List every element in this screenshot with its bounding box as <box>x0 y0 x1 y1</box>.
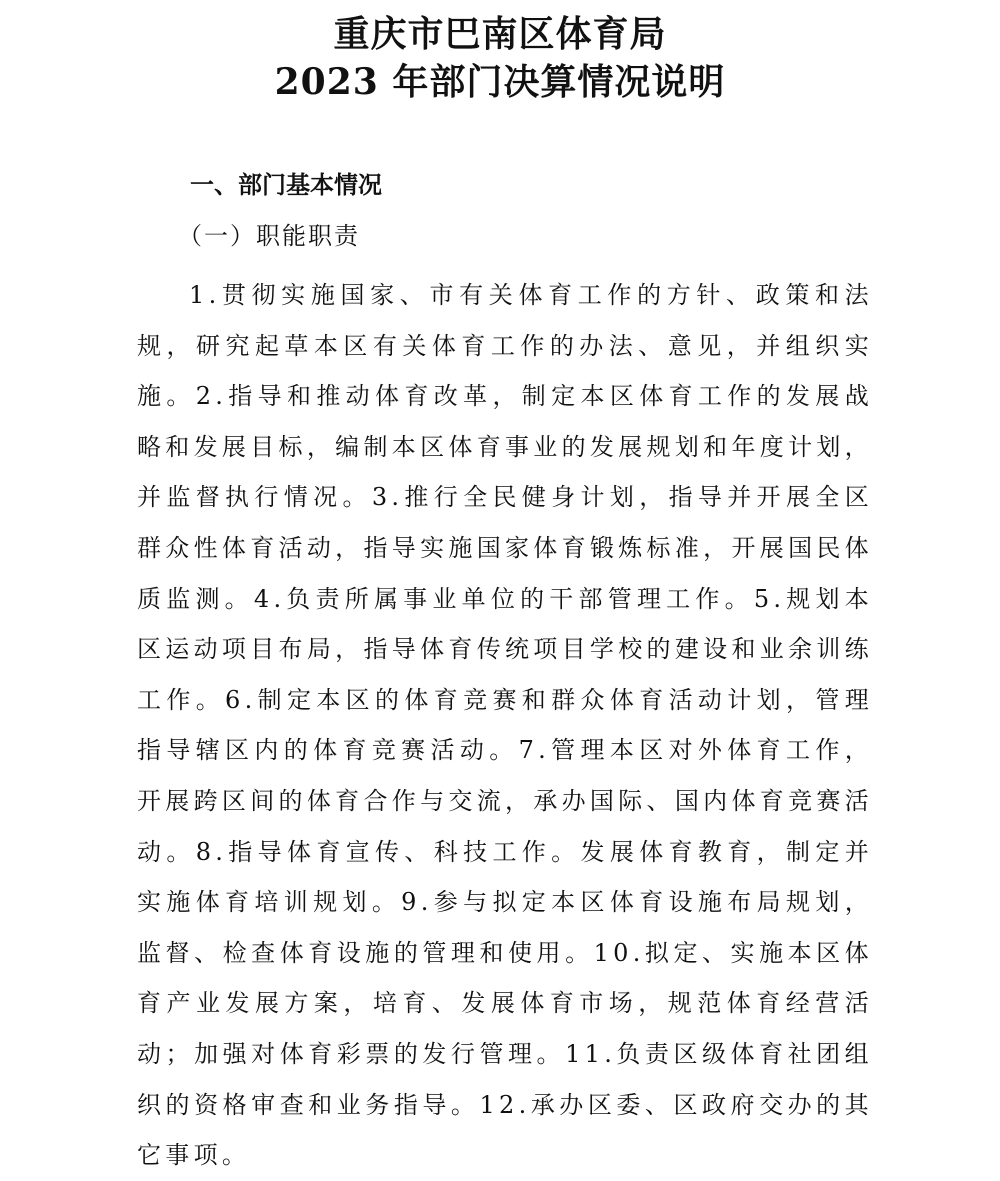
document-title-line2: 2023 年部门决算情况说明 <box>274 61 726 103</box>
subsection-heading: （一）职能职责 <box>178 222 360 250</box>
body-paragraph: 1.贯彻实施国家、市有关体育工作的方针、政策和法规，研究起草本区有关体育工作的办法、意见，并组织实施。2.指导和推动体育改革，制定本区体育工作的发展战略和发展目标，编制本区体育事业的发展规划和年度计划，并监督执行情况。3.推行全民健身计划，指导并开展全区群众性体育活动，指导实施国家体育锻炼标准，开展国民体质监测。4.负责所属事业单位的干部管理工作。5.规划本区运动项目布局，指导体育传统项目学校的建设和业余训练工作。6.制定本区的体育竞赛和群众体育活动计划，管理指导辖区内的体育竞赛活动。7.管理本区对外体育工作，开展跨区间的体育合作与交流，承办国际、国内体育竞赛活动。8.指导体育宣传、科技工作。发展体育教育，制定并实施体育培训规划。9.参与拟定本区体育设施布局规划，监督、检查体育设施的管理和使用。10.拟定、实施本区体育产业发展方案，培育、发展体育市场，规范体育经营活动；加强对体育彩票的发行管理。11.负责区级体育社团组织的资格审查和业务指导。12.承办区委、区政府交办的其它事项。 <box>137 281 873 1170</box>
document-title-line1: 重庆市巴南区体育局 <box>333 13 667 55</box>
section-heading: 一、部门基本情况 <box>190 170 382 199</box>
